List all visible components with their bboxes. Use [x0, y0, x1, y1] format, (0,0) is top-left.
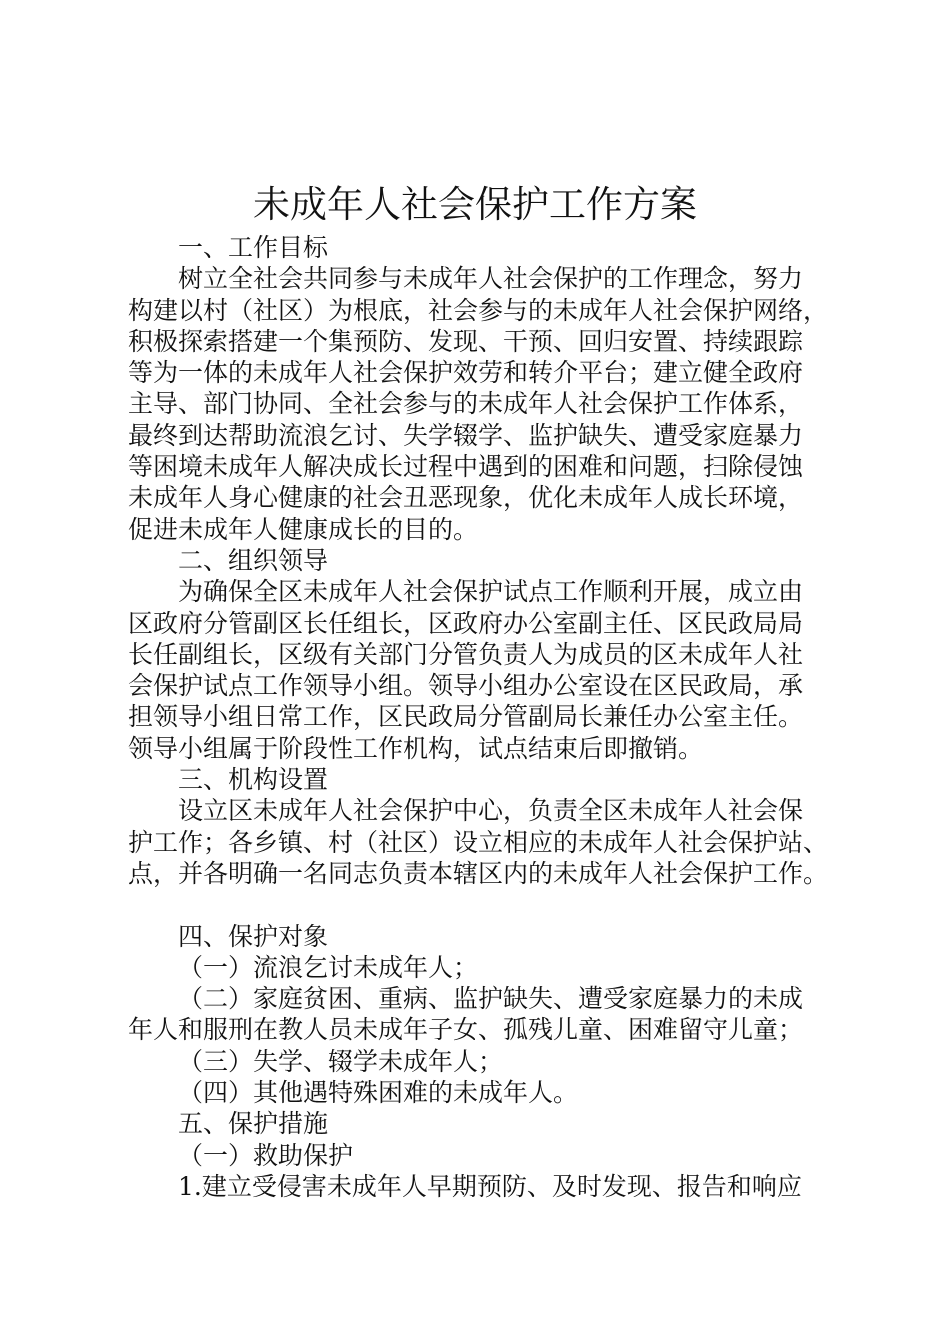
section-heading-targets: 四、保护对象 — [178, 921, 329, 951]
list-item: （四）其他遇特殊困难的未成年人。 — [178, 1078, 579, 1108]
paragraph-line: 会保护试点工作领导小组。领导小组办公室设在区民政局，承 — [128, 671, 804, 701]
paragraph-line: 等为一体的未成年人社会保护效劳和转介平台；建立健全政府 — [128, 358, 804, 388]
paragraph-line: 主导、部门协同、全社会参与的未成年人社会保护工作体系， — [128, 389, 804, 419]
paragraph-line: 等困境未成年人解决成长过程中遇到的困难和问题，扫除侵蚀 — [128, 452, 804, 482]
paragraph-line: 最终到达帮助流浪乞讨、失学辍学、监护缺失、遭受家庭暴力 — [128, 420, 804, 450]
paragraph-line: 为确保全区未成年人社会保护试点工作顺利开展，成立由 — [178, 577, 804, 607]
paragraph-line: 1.建立受侵害未成年人早期预防、及时发现、报告和响应 — [178, 1171, 802, 1201]
paragraph-line: 设立区未成年人社会保护中心，负责全区未成年人社会保 — [178, 796, 804, 826]
blank-line — [128, 889, 828, 920]
paragraph-line: 积极探索搭建一个集预防、发现、干预、回归安置、持续跟踪 — [128, 326, 804, 356]
section-heading-organization: 二、组织领导 — [178, 545, 329, 575]
paragraph-line: 树立全社会共同参与未成年人社会保护的工作理念，努力 — [178, 264, 804, 294]
document-title: 未成年人社会保护工作方案 — [253, 183, 697, 226]
paragraph-line: 促进未成年人健康成长的目的。 — [128, 514, 479, 544]
list-item: （一）流浪乞讨未成年人； — [178, 952, 479, 982]
document-body — [128, 232, 828, 1202]
paragraph-line: 点，并各明确一名同志负责本辖区内的未成年人社会保护工作。 — [128, 858, 829, 888]
subsection-heading: （一）救助保护 — [178, 1140, 354, 1170]
section-heading-goals: 一、工作目标 — [178, 233, 329, 262]
list-item: （二）家庭贫困、重病、监护缺失、遭受家庭暴力的未成 — [178, 984, 804, 1014]
paragraph-line: 区政府分管副区长任组长，区政府办公室副主任、区民政局局 — [128, 608, 804, 638]
list-item: （三）失学、辍学未成年人； — [178, 1046, 504, 1076]
paragraph-line: 构建以村（社区）为根底，社会参与的未成年人社会保护网络， — [128, 295, 829, 325]
paragraph-line: 未成年人身心健康的社会丑恶现象，优化未成年人成长环境， — [128, 483, 804, 513]
paragraph-line: 领导小组属于阶段性工作机构，试点结束后即撤销。 — [128, 733, 704, 763]
section-heading-institutions: 三、机构设置 — [178, 765, 329, 795]
section-heading-measures: 五、保护措施 — [178, 1109, 329, 1139]
paragraph-line: 长任副组长，区级有关部门分管负责人为成员的区未成年人社 — [128, 639, 804, 669]
paragraph-line: 担领导小组日常工作，区民政局分管副局长兼任办公室主任。 — [128, 702, 804, 732]
list-item-continuation: 年人和服刑在教人员未成年子女、孤残儿童、困难留守儿童； — [128, 1015, 804, 1045]
paragraph-line: 护工作；各乡镇、村（社区）设立相应的未成年人社会保护站、 — [128, 827, 829, 857]
